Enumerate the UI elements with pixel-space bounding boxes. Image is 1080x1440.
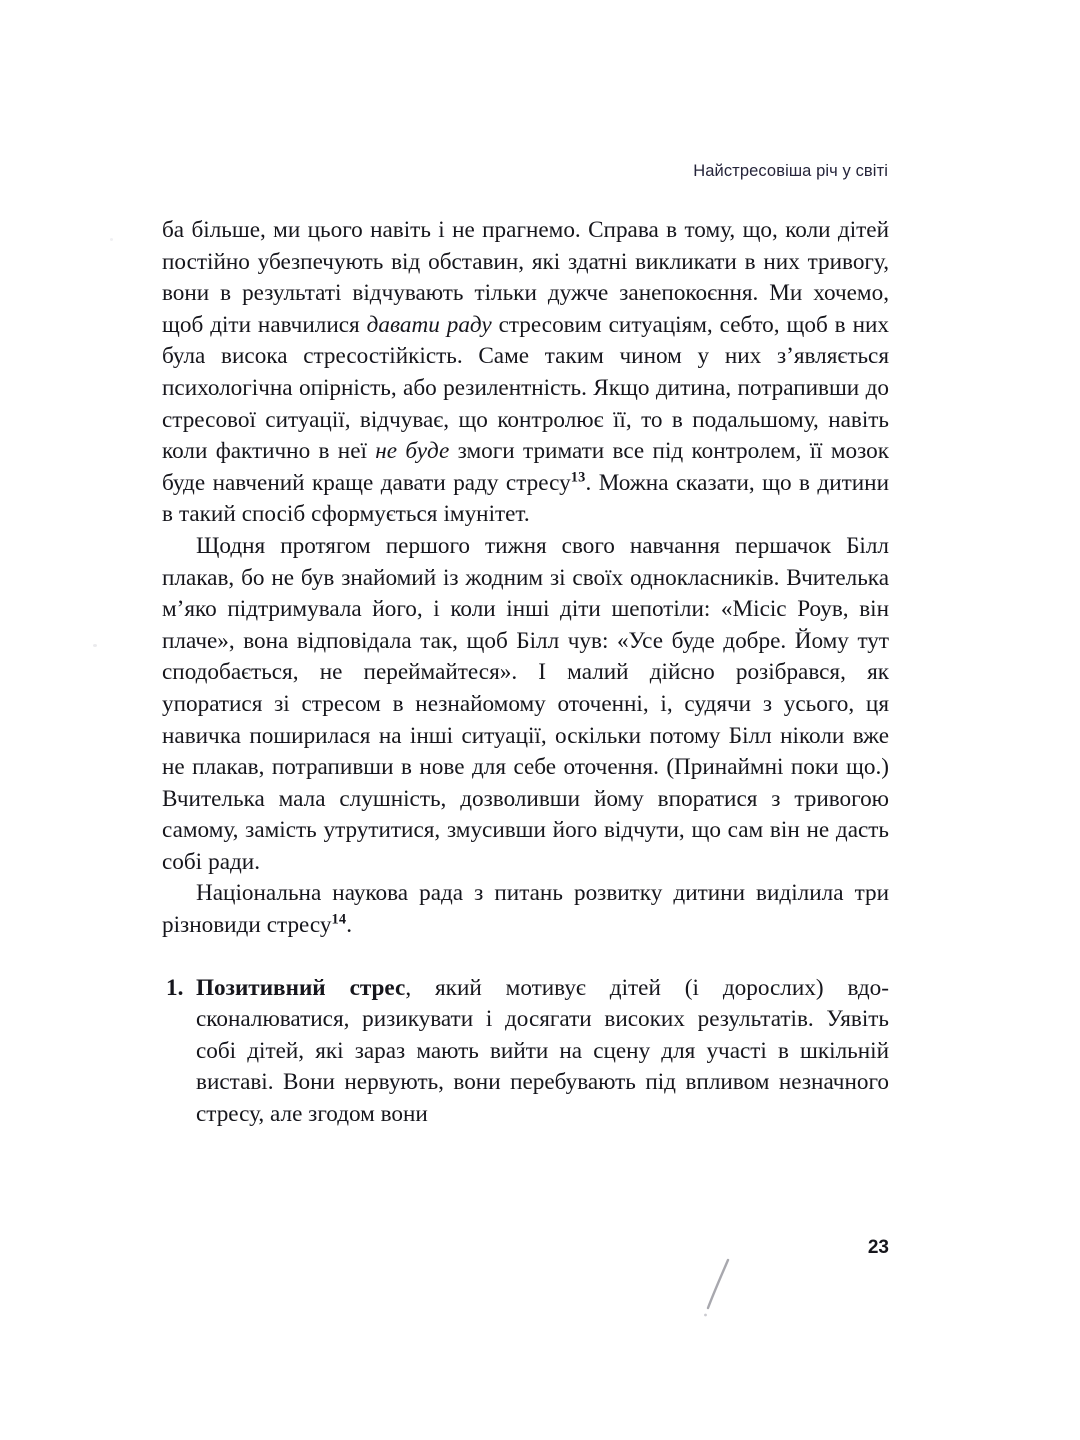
footnote-reference-13[interactable]: 13 (570, 469, 586, 486)
paragraph-1-segment-2: стресовим ситуаціям, себто, щоб в них була висока стресостійкість. Саме таким чином у них з’являється психологічна опірність, або резилентність. Якщо дитина, потрапивши до стресової ситуації, відчуває, що контролює її, то в подальшому, навіть коли фактично в неї (162, 311, 889, 465)
emphasis-ne-bude: не буде (375, 438, 450, 465)
paragraph-3 (162, 878, 889, 941)
paragraph-1-segment-4: . Можна сказати, що в дитини в такий спосіб сформується імунітет. (162, 469, 889, 528)
paragraph-1-segment-1: ба більше, ми цього навіть і не прагнемо. Справа в тому, що, коли дітей постійно убезпечують від обставин, які здатні викликати в них тривогу, вони в результаті відчувають тільки дужче занепокоєння. Ми хочемо, щоб діти навчилися (162, 217, 889, 338)
running-head: Найстресовіша річ у світі (693, 162, 888, 180)
paragraph-3-segment-1: Національна наукова рада з питань розвитку дитини виділила три різновиди стресу (162, 880, 889, 939)
page-number: 23 (867, 1237, 889, 1258)
paragraph-2: Щодня протягом першого тижня свого навчання першачок Білл плакав, бо не був знайомий із жодним зі своїх однокласників. Вчителька м’яко підтримувала його, і коли інші діти шепотіли: «Місіс Роув, він плаче», вона відповідала так, щоб Білл чув: «Усе буде добре. Йому тут сподобається, не переймайтеся». І малий дійсно розібрався, як упоратися зі стресом в незнайомому оточенні, і, судячи з усього, ця навичка поширилася на інші ситуації, оскільки потому Білл ніколи вже не плакав, потрапивши в нове для себе оточення. (Принаймні поки що.) Вчителька мала слушність, дозволивши йому впоратися з тривогою самому, замість утрутитися, змусивши його відчути, що сам він не дасть собі ради. (162, 532, 889, 875)
body-text-column (162, 215, 889, 1131)
emphasis-davaty-radu: давати раду (366, 311, 492, 338)
scan-artifact-mark (700, 1258, 740, 1320)
paragraph-3-segment-2: . (346, 912, 353, 939)
scan-speck (110, 238, 113, 241)
list-item-term: Позитивний стрес (196, 974, 406, 1001)
list-item (162, 973, 889, 1131)
paragraph-1 (162, 215, 889, 531)
list-item-body: , який мотивує дітей (і дорослих) вдосконалюватися, ризикувати і досягати високих результатів. Уявіть собі дітей, які зараз мають вийти на сцену для участі в шкільній виставі. Вони нервують, вони перебувають під впливом незначного стресу, але згодом вони (196, 974, 890, 1128)
list-item-marker: 1. (166, 974, 184, 1001)
scan-speck (93, 644, 97, 647)
stress-types-list (162, 973, 889, 1131)
paragraph-1-segment-3: змоги тримати все під контролем, її мозок буде навчений краще давати раду стресу (162, 438, 889, 496)
footnote-reference-14[interactable]: 14 (331, 911, 347, 928)
